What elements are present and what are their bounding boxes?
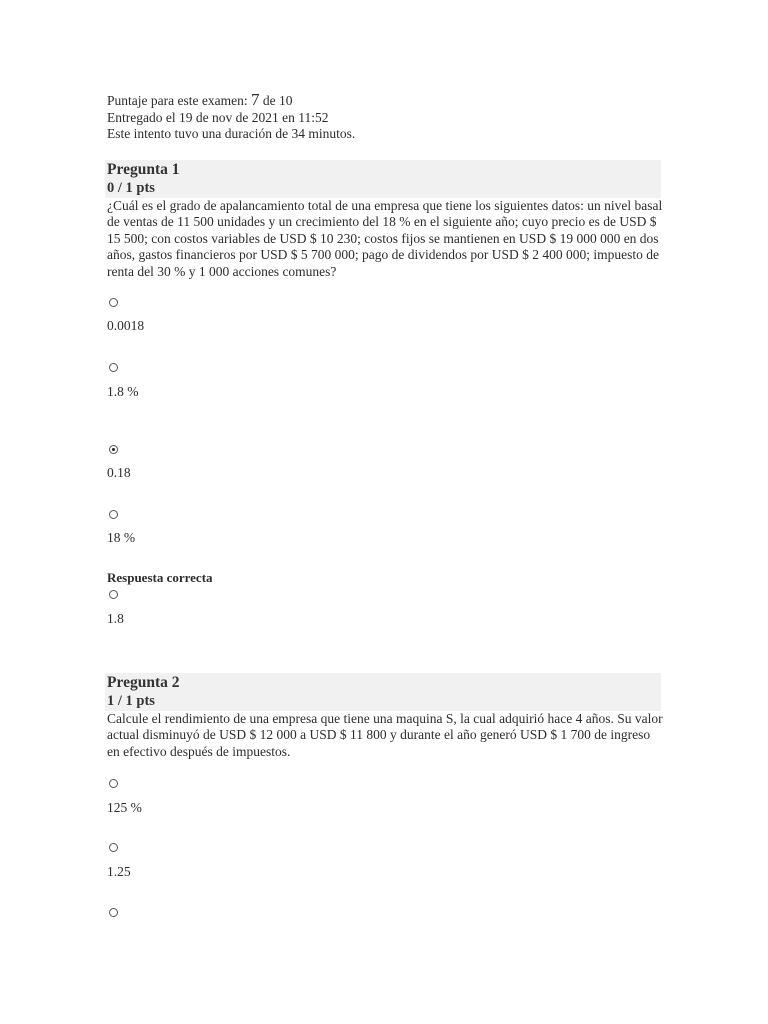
radio-button-icon	[109, 590, 118, 599]
correct-answer-heading: Respuesta correcta	[107, 570, 213, 585]
question-points: 1 / 1 pts	[107, 693, 155, 709]
radio-button-icon[interactable]	[109, 779, 118, 788]
radio-button-selected-icon[interactable]	[109, 445, 118, 454]
radio-button-icon[interactable]	[109, 298, 118, 307]
attempt-duration: Este intento tuvo una duración de 34 minutos.	[107, 126, 356, 141]
question-title: Pregunta 2	[107, 674, 180, 691]
radio-button-icon[interactable]	[109, 363, 118, 372]
question-text: Calcule el rendimiento de una empresa que tiene una maquina S, la cual adquirió hace 4 años. Su valor actual disminuyó de USD $ 12 000 a USD $ 11 800 y durante el año generó USD $ 1 700 de ingreso en efectivo después de impuestos.	[107, 711, 663, 759]
question-2-header	[105, 673, 661, 711]
submitted-date: Entregado el 19 de nov de 2021 en 11:52	[107, 109, 329, 125]
score-suffix: de 10	[259, 93, 293, 108]
question-points: 0 / 1 pts	[107, 180, 155, 196]
score-line	[107, 92, 667, 110]
option-label: 1.25	[107, 864, 131, 879]
option-label: 1.8 %	[107, 384, 139, 399]
question-1-header	[105, 160, 661, 198]
exam-summary	[107, 92, 667, 143]
question-text: ¿Cuál es el grado de apalancamiento total de una empresa que tiene los siguientes datos: un nivel basal de ventas de 11 500 unidades y un crecimiento del 18 % en el siguiente año; cuyo precio es de USD $ 15 500; con costos variables de USD $ 10 230; costos fijos se mantienen en USD $ 19 000 000 en dos años, gastos financieros por USD $ 5 700 000; pago de dividendos por USD $ 2 400 000; impuesto de renta del 30 % y 1 000 acciones comunes?	[107, 198, 663, 279]
option-label: 125 %	[107, 800, 142, 815]
option-label: 0.0018	[107, 318, 145, 333]
radio-button-icon[interactable]	[109, 908, 118, 917]
option-label: 0.18	[107, 465, 131, 480]
question-title: Pregunta 1	[107, 161, 180, 178]
score-value: 7	[250, 90, 260, 109]
score-prefix: Puntaje para este examen:	[107, 93, 251, 108]
option-label: 18 %	[107, 530, 136, 545]
option-label: 1.8	[107, 611, 124, 626]
radio-button-icon[interactable]	[109, 843, 118, 852]
question-1	[107, 160, 663, 280]
radio-button-icon[interactable]	[109, 510, 118, 519]
question-2	[107, 673, 663, 760]
